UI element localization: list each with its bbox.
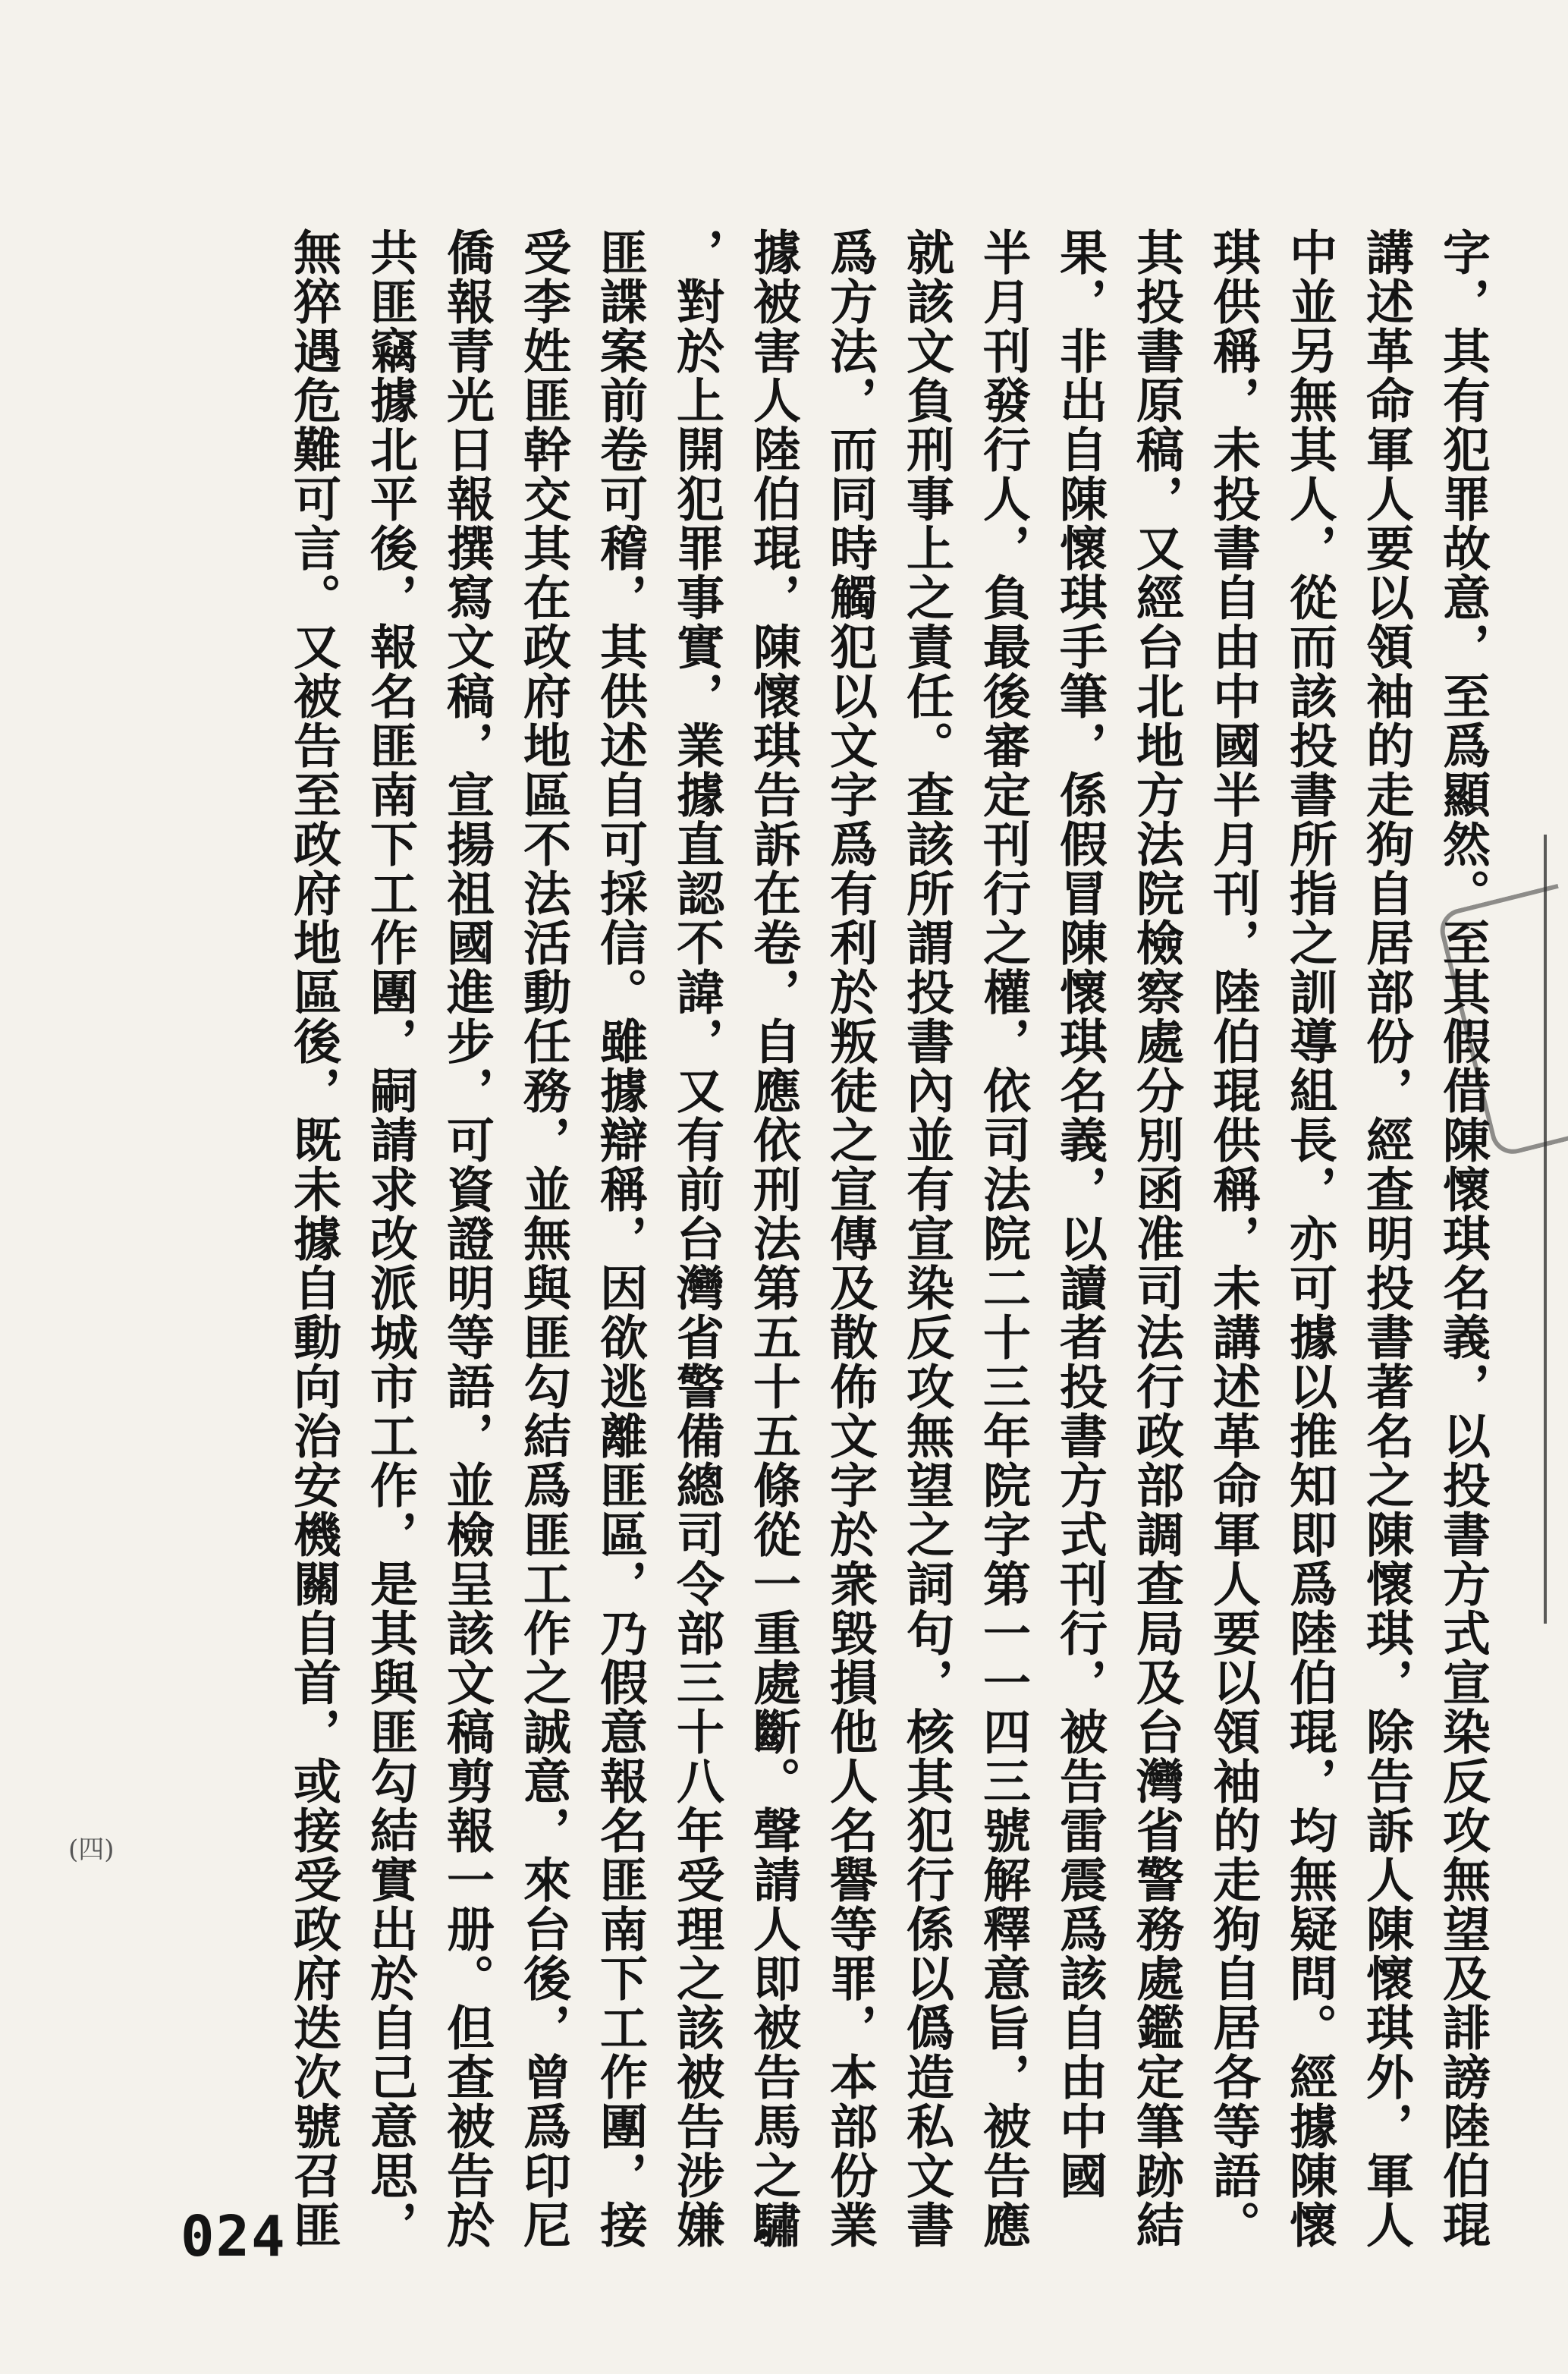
text-column: 爲方法，而同時觸犯以文字爲有利於叛徒之宣傳及散佈文字於衆毀損他人名譽等罪，本部份業 [822, 228, 878, 2250]
text-column: 受李姓匪幹交其在政府地區不法活動任務，並無與匪勾結爲匪工作之誠意，來台後，曾爲印尼 [516, 228, 572, 2250]
text-column: 琪供稱，未投書自由中國半月刊，陸伯琨供稱，未講述革命軍人要以領袖的走狗自居各等語。 [1205, 228, 1262, 2250]
margin-mark: (四) [68, 1835, 115, 1865]
page-number: 024 [181, 2204, 287, 2269]
text-column: 半月刊發行人，負最後審定刊行之權，依司法院二十三年院字第一一四三號解釋意旨，被告應 [976, 228, 1032, 2250]
text-column: 字，其有犯罪故意，至爲顯然。至其假借陳懷琪名義，以投書方式宣染反攻無望及誹謗陸伯琨 [1435, 228, 1491, 2250]
text-column: 據被害人陸伯琨，陳懷琪告訴在卷，自應依刑法第五十五條從一重處斷。聲請人即被告馬之驌 [746, 228, 802, 2250]
text-column: 其投書原稿，又經台北地方法院檢察處分別函准司法行政部調查局及台灣省警務處鑑定筆跡結 [1129, 228, 1185, 2250]
vertical-text-block [275, 228, 1501, 2250]
page-edge-line [1544, 835, 1547, 1624]
text-column: 講述革命軍人要以領袖的走狗自居部份，經查明投書著名之陳懷琪，除告訴人陳懷琪外，軍人 [1359, 228, 1415, 2250]
text-column: 中並另無其人，從而該投書所指之訓導組長，亦可據以推知即爲陸伯琨，均無疑問。經據陳懷 [1282, 228, 1338, 2250]
text-column: 僑報青光日報撰寫文稿，宣揚祖國進步，可資證明等語，並檢呈該文稿剪報一册。但查被告於 [439, 228, 495, 2250]
text-column: 無猝遇危難可言。又被告至政府地區後，既未據自動向治安機關自首，或接受政府迭次號召匪 [286, 228, 342, 2250]
text-column: ，對於上開犯罪事實，業據直認不諱，又有前台灣省警備總司令部三十八年受理之該被告涉嫌 [669, 228, 725, 2250]
text-column: 匪諜案前卷可稽，其供述自可採信。雖據辯稱，因欲逃離匪區，乃假意報名匪南下工作團，接 [592, 228, 649, 2250]
text-column: 就該文負刑事上之責任。查該所謂投書內並有宣染反攻無望之詞句，核其犯行係以僞造私文書 [899, 228, 955, 2250]
text-column: 果，非出自陳懷琪手筆，係假冒陳懷琪名義，以讀者投書方式刊行，被告雷震爲該自由中國 [1052, 228, 1108, 2200]
text-column: 共匪竊據北平後，報名匪南下工作團，嗣請求改派城市工作，是其與匪勾結實出於自己意思， [363, 228, 419, 2250]
